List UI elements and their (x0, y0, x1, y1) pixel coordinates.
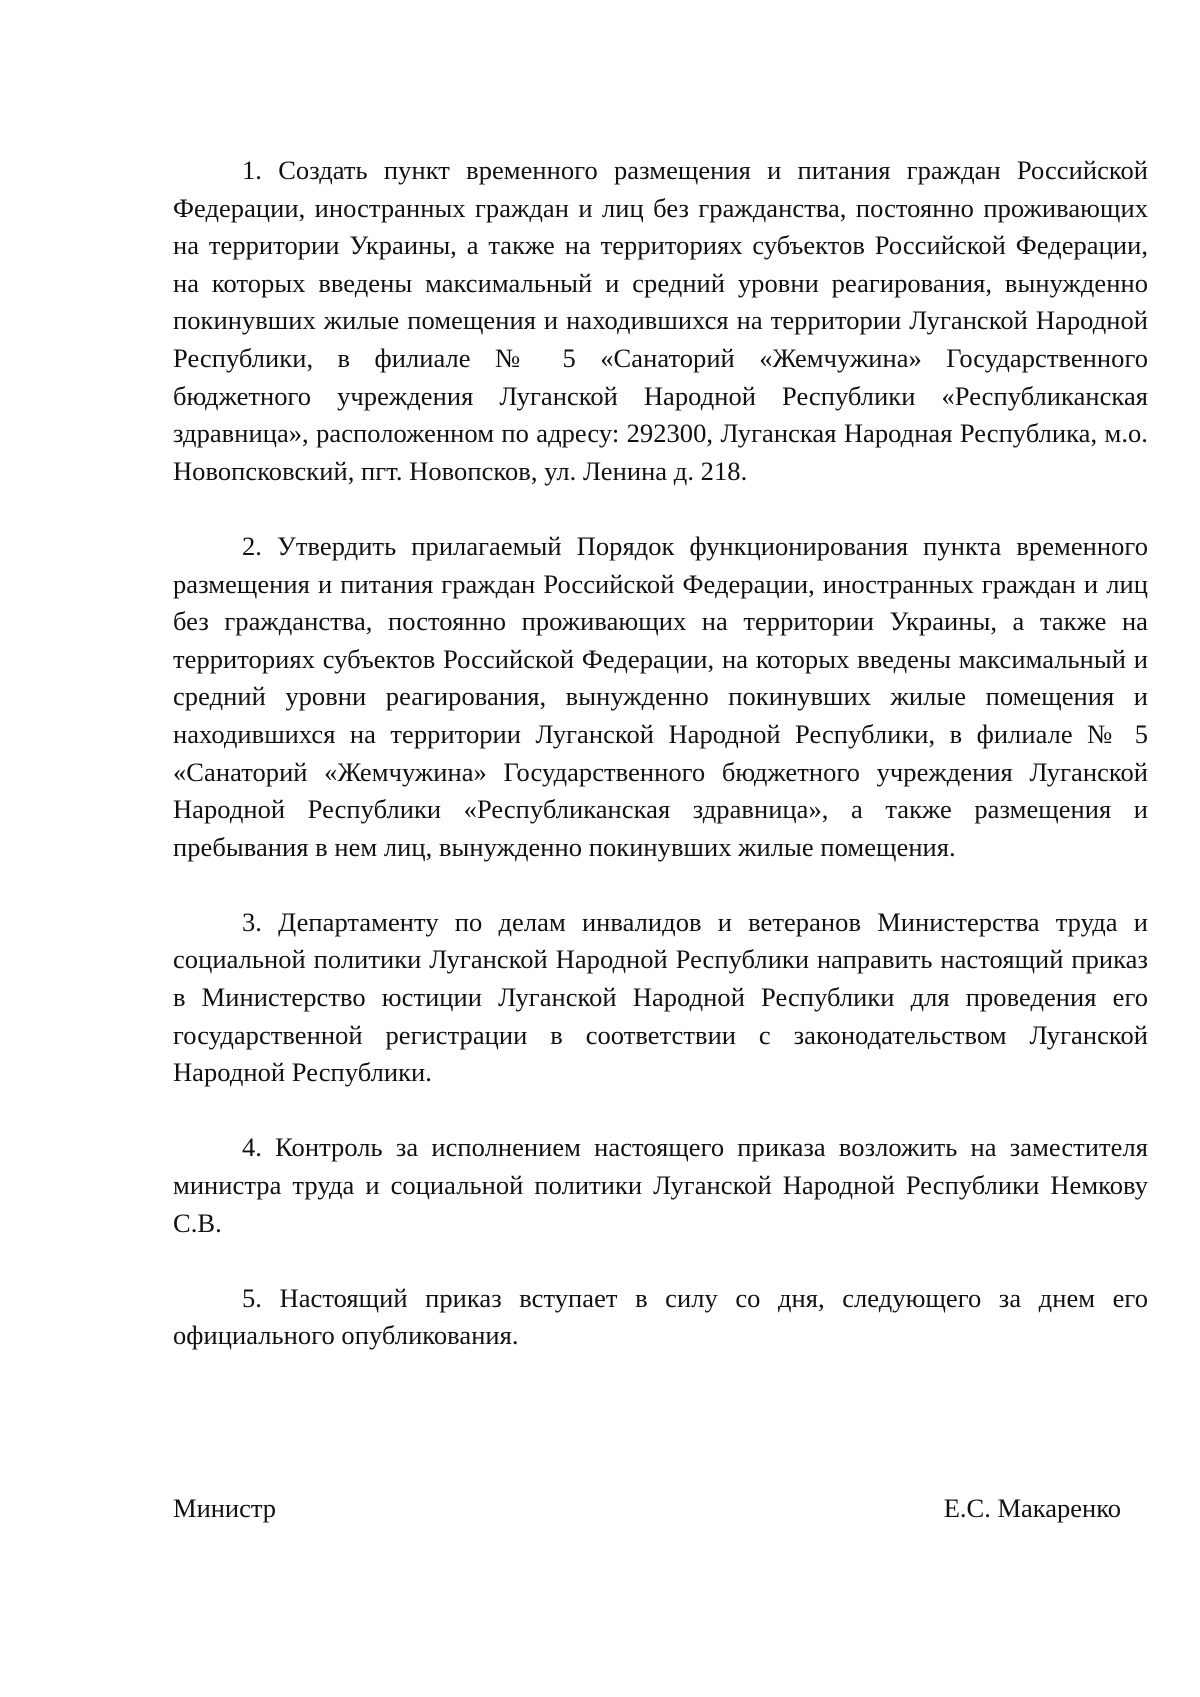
signature-block (173, 1490, 1121, 1527)
paragraph-1: 1. Создать пункт временного размещения и питания граждан Российской Федерации, иностранных граждан и лиц без гражданства, постоянно проживающих на территории Украины, а также на территориях субъектов Российской Федерации, на которых введены максимальный и средний уровни реагирования, вынужденно покинувших жилые помещения и находившихся на территории Луганской Народной Республики, в филиале № 5 «Санаторий «Жемчужина» Государственного бюджетного учреждения Луганской Народной Республики «Республиканская здравница», расположенном по адресу: 292300, Луганская Народная Республика, м.о. Новопсковский, пгт. Новопсков, ул. Ленина д. 218. (173, 155, 1148, 486)
paragraph-3: 3. Департаменту по делам инвалидов и ветеранов Министерства труда и социальной политики Луганской Народной Республики направить настоящий приказ в Министерство юстиции Луганской Народной Республики для проведения его государственной регистрации в соответствии с законодательством Луганской Народной Республики. (173, 906, 1148, 1088)
paragraph-spacer (173, 490, 1148, 528)
paragraph-spacer (173, 1242, 1148, 1280)
paragraph-2: 2. Утвердить прилагаемый Порядок функционирования пункта временного размещения и питания граждан Российской Федерации, иностранных граждан и лиц без гражданства, постоянно проживающих на территории Украины, а также на территориях субъектов Российской Федерации, на которых введены максимальный и средний уровни реагирования, вынужденно покинувших жилые помещения и находившихся на территории Луганской Народной Республики, в филиале № 5 «Санаторий «Жемчужина» Государственного бюджетного учреждения Луганской Народной Республики «Республиканская здравница», а также размещения и пребывания в нем лиц, вынужденно покинувших жилые помещения. (173, 530, 1148, 862)
paragraph-spacer (173, 1092, 1148, 1130)
paragraph-spacer (173, 866, 1148, 904)
signatory-position: Министр (173, 1493, 277, 1523)
paragraph-4: 4. Контроль за исполнением настоящего приказа возложить на заместителя министра труда и социальной политики Луганской Народной Республики Немкову С.В. (173, 1132, 1148, 1238)
signatory-name: Е.С. Макаренко (943, 1493, 1121, 1523)
paragraph-5: 5. Настоящий приказ вступает в силу со дня, следующего за днем его официального опубликования. (173, 1282, 1148, 1351)
document-body (173, 152, 1148, 1355)
